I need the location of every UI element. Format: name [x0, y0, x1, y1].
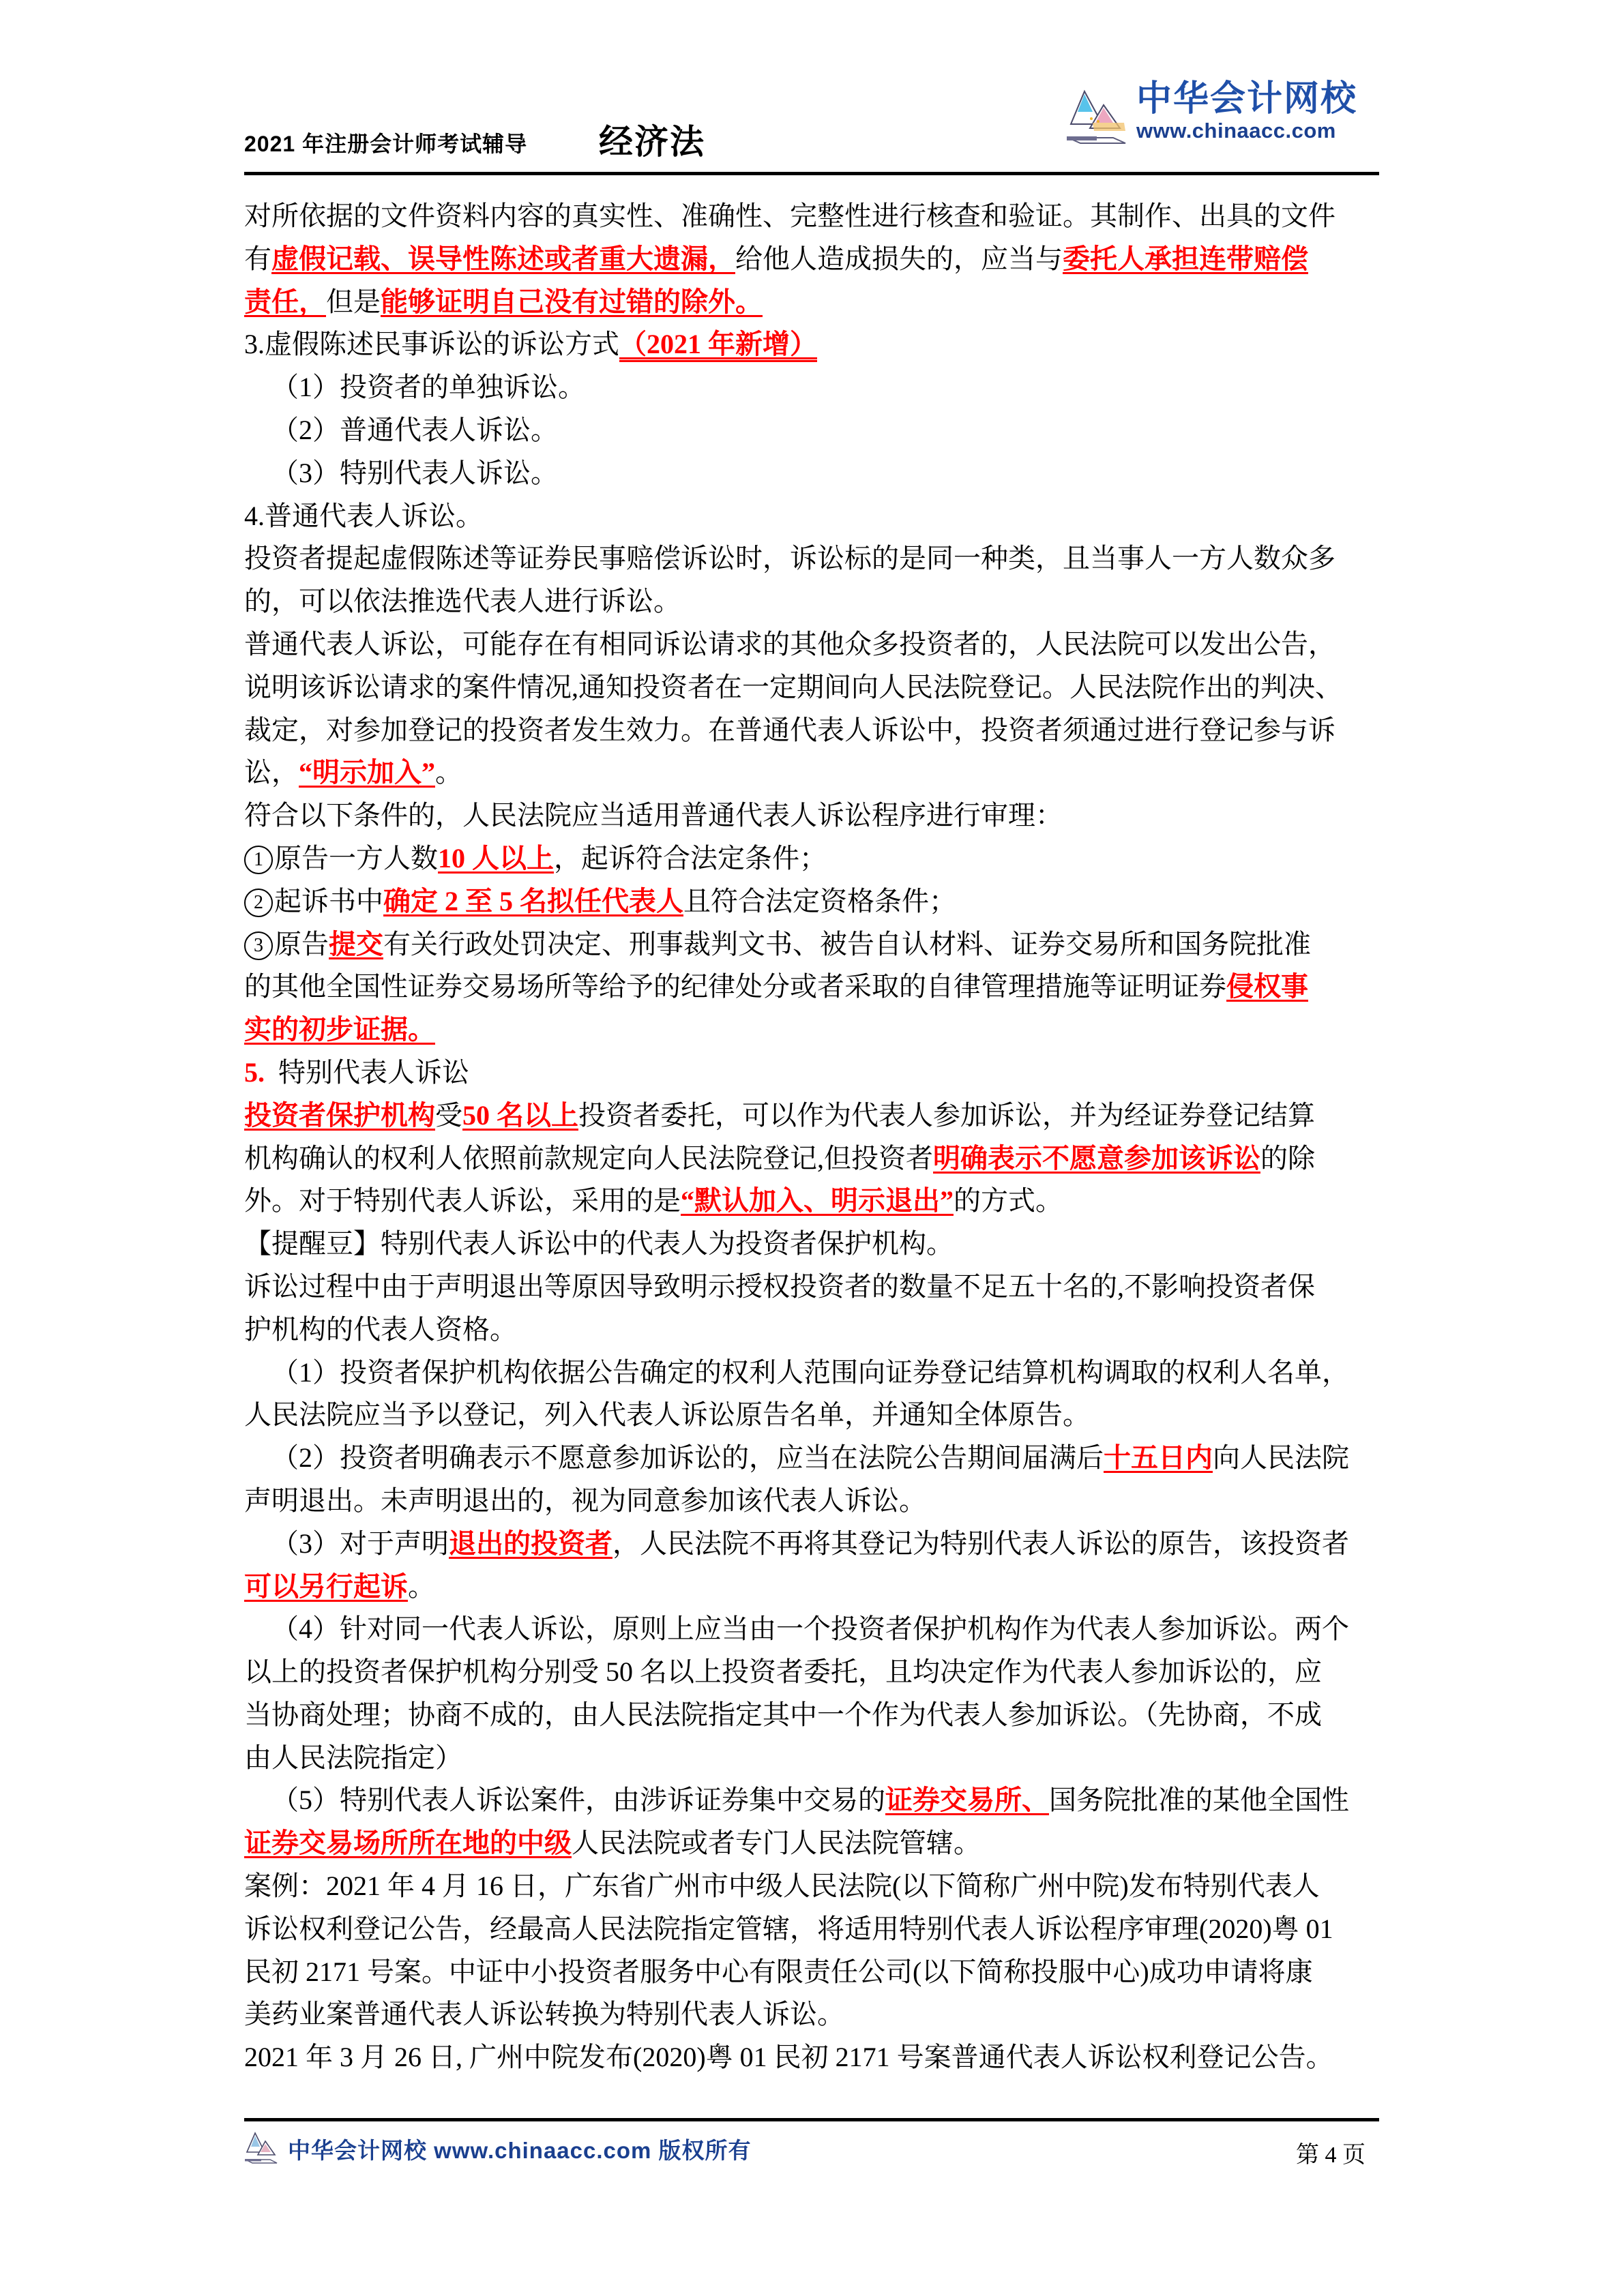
text-run: 原告: [274, 928, 329, 959]
highlight-red: 10 人以上: [438, 842, 554, 874]
highlight-red: 确定 2 至 5 名拟任代表人: [383, 885, 683, 916]
highlight-red: 提交: [329, 928, 383, 959]
highlight-red: 虚假记载、误导性陈述或者重大遗漏，: [271, 243, 735, 274]
condition-item: [244, 837, 1382, 880]
highlight-red-new-2021: （2021 年新增）: [619, 329, 817, 360]
circled-number-icon: 3: [244, 931, 273, 960]
circled-number-icon: 1: [244, 846, 273, 874]
text-run: 。: [408, 1570, 435, 1602]
logo-website-url: www.chinaacc.com: [1136, 119, 1336, 143]
text-run: 受: [435, 1099, 462, 1131]
text-run: 外。对于特别代表人诉讼，采用的是: [244, 1185, 681, 1217]
heading-3: [244, 323, 1382, 366]
text-run: 的除: [1260, 1142, 1315, 1174]
case-line: 2021 年 3 月 26 日, 广州中院发布(2020)粤 01 民初 2171 号案普通代表人诉讼权利登记公告。: [244, 2042, 1333, 2073]
header-subject-title: 经济法: [599, 123, 705, 161]
list-item: （1）投资者的单独诉讼。: [271, 372, 585, 403]
text-run: 。: [435, 757, 462, 788]
list-item: [244, 1779, 1382, 1822]
paragraph-line: [244, 1094, 1382, 1137]
paragraph-line: 人民法院应当予以登记，列入代表人诉讼原告名单，并通知全体原告。: [244, 1399, 1090, 1431]
footer-logo-icon: [244, 2130, 281, 2166]
logo-text: [1136, 79, 1357, 143]
highlight-red: “明示加入”: [299, 757, 435, 788]
paragraph-line: [244, 1180, 1382, 1223]
text-run: 有: [244, 243, 271, 274]
highlight-red: 委托人承担连带赔偿: [1063, 243, 1308, 274]
highlight-red: 证券交易所、: [885, 1785, 1049, 1816]
text-run: 人民法院或者专门人民法院管辖。: [572, 1828, 981, 1859]
text-run: 原告一方人数: [274, 842, 438, 874]
paragraph-line: 普通代表人诉讼，可能存在有相同诉讼请求的其他众多投资者的，人民法院可以发出公告，: [244, 628, 1335, 659]
paragraph-line: 裁定，对参加登记的投资者发生效力。在普通代表人诉讼中，投资者须通过进行登记参与诉: [244, 714, 1335, 745]
highlight-red: “默认加入、明示退出”: [681, 1185, 954, 1217]
list-item: [244, 1437, 1382, 1480]
text-run: 的方式。: [954, 1185, 1063, 1217]
paragraph-line: 投资者提起虚假陈述等证券民事赔偿诉讼时，诉讼标的是同一种类，且当事人一方人数众多: [244, 543, 1335, 574]
case-line: 美药业案普通代表人诉讼转换为特别代表人诉讼。: [244, 1999, 844, 2030]
highlight-red: 实的初步证据。: [244, 1014, 435, 1045]
heading-5: [244, 1052, 1382, 1094]
paragraph-line: [244, 281, 1382, 324]
condition-item: [244, 880, 1382, 923]
page-header: [244, 79, 1379, 162]
chinaacc-logo: [1065, 79, 1379, 154]
paragraph-line: [244, 1822, 1382, 1865]
header-divider: [244, 172, 1379, 175]
document-body: [244, 195, 1382, 2079]
list-item: [244, 1523, 1382, 1566]
page-number: 第 4 页: [1296, 2143, 1365, 2168]
text-run: 向人民法院: [1213, 1442, 1349, 1474]
text-run: 机构确认的权利人依照前款规定向人民法院登记,但投资者: [244, 1142, 933, 1174]
highlight-red: 可以另行起诉: [244, 1570, 408, 1602]
tip-note: 【提醒豆】特别代表人诉讼中的代表人为投资者保护机构。: [244, 1228, 954, 1259]
text-run: 但是: [326, 286, 381, 317]
paragraph-line: 由人民法院指定）: [244, 1742, 462, 1773]
logo-mountain-icon: [1065, 85, 1131, 147]
text-run: ，人民法院不再将其登记为特别代表人诉讼的原告，该投资者: [612, 1527, 1349, 1559]
text-run: （2）投资者明确表示不愿意参加诉讼的，应当在法院公告期间届满后: [271, 1442, 1104, 1474]
paragraph-line: [244, 1566, 1382, 1609]
paragraph-line: [244, 1137, 1382, 1180]
text-run: 且符合法定资格条件；: [683, 885, 956, 916]
list-item: （4）针对同一代表人诉讼，原则上应当由一个投资者保护机构作为代表人参加诉讼。两个: [271, 1613, 1349, 1645]
text-run: 起诉书中: [274, 885, 383, 916]
highlight-red: 明确表示不愿意参加该诉讼: [933, 1142, 1260, 1174]
list-item: （2）普通代表人诉讼。: [271, 414, 558, 445]
logo-brand-name: 中华会计网校: [1136, 79, 1358, 119]
footer-copyright: 中华会计网校 www.chinaacc.com 版权所有: [288, 2138, 752, 2163]
highlight-red: 50 名以上: [462, 1099, 578, 1131]
text-run: 投资者委托，可以作为代表人参加诉讼，并为经证券登记结算: [578, 1099, 1315, 1131]
list-item: （3）特别代表人诉讼。: [271, 457, 558, 488]
paragraph-line: 当协商处理；协商不成的，由人民法院指定其中一个作为代表人参加诉讼。（先协商，不成: [244, 1699, 1322, 1730]
paragraph-line: 说明该诉讼请求的案件情况,通知投资者在一定期间向人民法院登记。人民法院作出的判决、: [244, 671, 1342, 702]
highlight-red: 能够证明自己没有过错的除外。: [381, 286, 763, 317]
footer-divider: [244, 2118, 1379, 2121]
header-course-title: 2021 年注册会计师考试辅导: [244, 132, 528, 156]
highlight-red: 十五日内: [1104, 1442, 1213, 1474]
text-run: ，起诉符合法定条件；: [554, 842, 827, 874]
text-run: （5）特别代表人诉讼案件，由涉诉证券集中交易的: [271, 1785, 885, 1816]
case-line: 案例：2021 年 4 月 16 日，广东省广州市中级人民法院(以下简称广州中院)发布特别代表人: [244, 1870, 1320, 1902]
highlight-red: 投资者保护机构: [244, 1099, 435, 1131]
paragraph-line: [244, 751, 1382, 794]
text-run: 国务院批准的某他全国性: [1049, 1785, 1349, 1816]
case-line: 民初 2171 号案。中证中小投资者服务中心有限责任公司(以下简称投服中心)成功申请将康: [244, 1956, 1313, 1987]
text-run: 讼，: [244, 757, 299, 788]
paragraph-line: 以上的投资者保护机构分别受 50 名以上投资者委托，且均决定作为代表人参加诉讼的，应: [244, 1656, 1322, 1688]
paragraph-line: [244, 1009, 1382, 1052]
heading-4: 4.普通代表人诉讼。: [244, 500, 483, 531]
text-run: （3）对于声明: [271, 1527, 449, 1559]
paragraph-line: [244, 966, 1382, 1009]
case-line: 诉讼权利登记公告，经最高人民法院指定管辖，将适用特别代表人诉讼程序审理(2020)粤 01: [244, 1913, 1333, 1944]
paragraph-line: 符合以下条件的，人民法院应当适用普通代表人诉讼程序进行审理：: [244, 800, 1063, 831]
text-run: 3.虚假陈述民事诉讼的诉讼方式: [244, 329, 619, 360]
paragraph-line: 的，可以依法推选代表人进行诉讼。: [244, 586, 681, 617]
text-run: 的其他全国性证券交易场所等给予的纪律处分或者采取的自律管理措施等证明证券: [244, 971, 1226, 1002]
paragraph-line: 护机构的代表人资格。: [244, 1313, 517, 1345]
paragraph-line: 诉讼过程中由于声明退出等原因导致明示授权投资者的数量不足五十名的,不影响投资者保: [244, 1270, 1315, 1302]
list-item: （1）投资者保护机构依据公告确定的权利人范围向证券登记结算机构调取的权利人名单，: [271, 1356, 1349, 1388]
paragraph-line: 声明退出。未声明退出的，视为同意参加该代表人诉讼。: [244, 1485, 926, 1516]
text-run: 给他人造成损失的，应当与: [735, 243, 1063, 274]
heading-number: 5.: [244, 1056, 265, 1088]
condition-item: [244, 923, 1382, 966]
paragraph-line: [244, 238, 1382, 281]
highlight-red: 退出的投资者: [449, 1527, 612, 1559]
text-run: 特别代表人诉讼: [278, 1056, 469, 1088]
paragraph-line: 对所依据的文件资料内容的真实性、准确性、完整性进行核查和验证。其制作、出具的文件: [244, 200, 1335, 231]
highlight-red: 证券交易场所所在地的中级: [244, 1828, 572, 1859]
highlight-red: 责任，: [244, 286, 326, 317]
page-footer: [244, 2128, 1379, 2182]
text-run: 有关行政处罚决定、刑事裁判文书、被告自认材料、证券交易所和国务院批准: [383, 928, 1311, 959]
circled-number-icon: 2: [244, 889, 273, 917]
highlight-red: 侵权事: [1226, 971, 1308, 1002]
